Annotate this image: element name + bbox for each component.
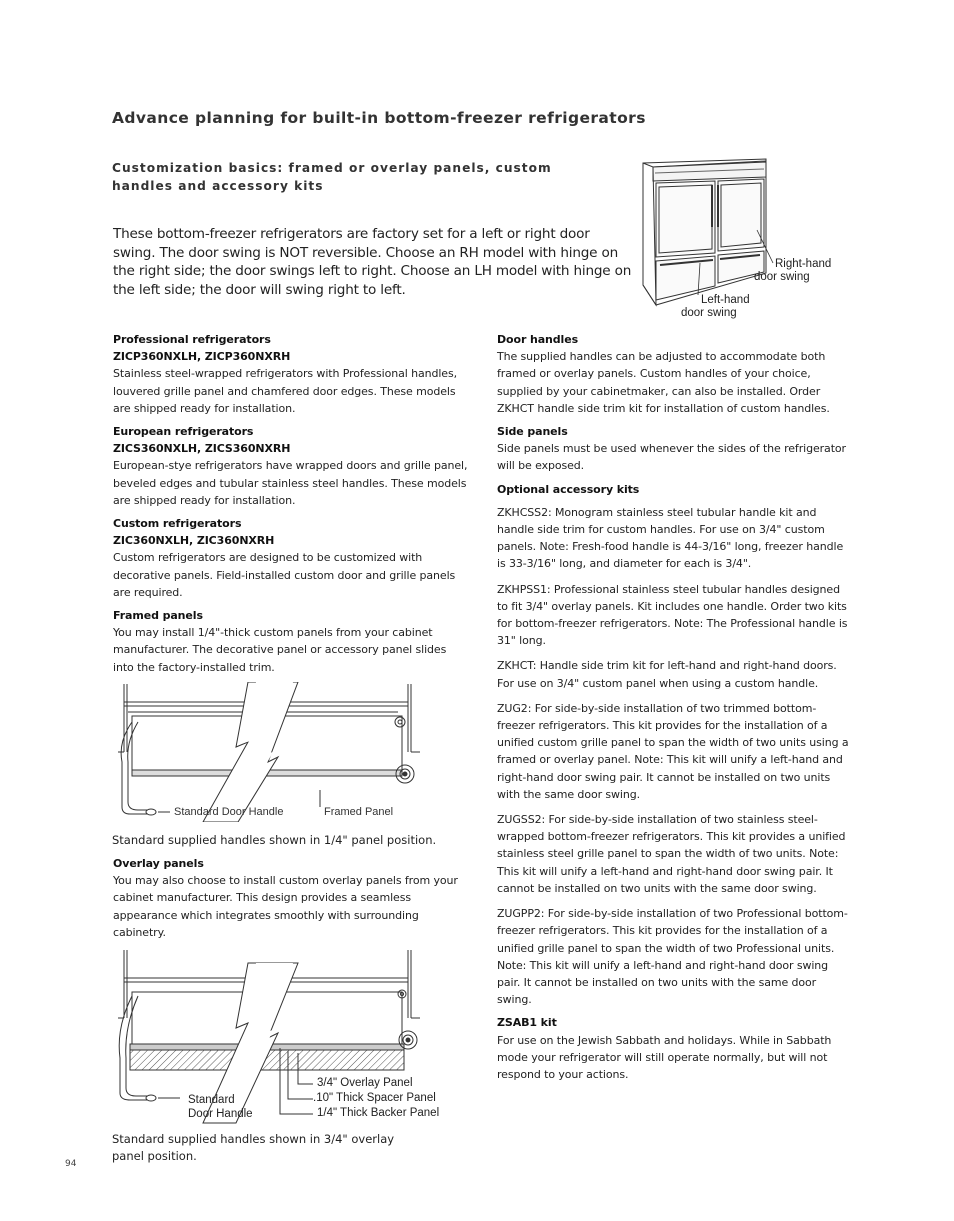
intro-paragraph: These bottom-freezer refrigerators are factory set for a left or right door swing. The door swing is NOT reversible. Choose an RH model with hinge on the right side; the door swings left to right. Choose an LH model with hinge on the left side; the door will swing right to left. [113,226,632,298]
side-panels-heading: Side panels [497,425,568,439]
zsab1-heading: ZSAB1 kit [497,1016,557,1030]
right-hand-swing-label: Right-hand [775,258,832,270]
left-hand-swing-label-2: door swing [681,307,737,319]
side-panels-body: Side panels must be used whenever the sides of the refrigerator will be exposed. [497,442,846,473]
overlay-caption [112,1131,394,1165]
custom-body: Custom refrigerators are designed to be customized with decorative panels. Field-installed custom door and grille panels are required. [113,551,456,599]
page-number: 94 [65,1159,77,1169]
kit-item: ZKHPSS1: Professional stainless steel tubular handles designed to fit 3/4" overlay panels. Kit includes one handle. Order two kits for bottom-freezer refrigerators. Note: The Professional handle is 31" long. [497,582,848,648]
kit-item: ZUGPP2: For side-by-side installation of two Professional bottom-freezer refrigerators. This kit provides for the installation of a unified grille panel to span the width of two Professional units. Note: This kit will unify a left-hand and right-hand door swing pair. It cannot be installed on two units with the same door swing. [497,907,848,1007]
overlay-handle-label-1: Standard [188,1094,235,1106]
door-handles-body: The supplied handles can be adjusted to accommodate both framed or overlay panels. Custom handles of your choice, supplied by your cabinetmaker, can also be installed. Order ZKHCT handle side trim kit for installation of custom handles. [497,350,830,415]
european-heading: European refrigerators [113,425,254,439]
kit-item: ZKHCT: Handle side trim kit for left-hand and right-hand doors. For use on 3/4" custom panel when using a custom handle. [497,659,837,690]
overlay-caption-1: Standard supplied handles shown in 3/4" overlay [112,1132,395,1146]
custom-models: ZIC360NXLH, ZIC360NXRH [113,534,275,548]
overlay-caption-2: panel position. [112,1149,197,1164]
framed-panel-diagram [108,682,438,822]
door-handles-heading: Door handles [497,333,579,346]
backer-panel-label: 1/4" Thick Backer Panel [317,1107,440,1119]
overlay-section [113,855,468,941]
kit-item: ZKHCSS2: Monogram stainless steel tubular handle kit and handle side trim for custom handles. For use on 3/4" custom panels. Note: Fresh-food handle is 44-3/16" long, freezer handle is 33-3/16" long, and diameter for each is 3/4". [497,505,844,571]
overlay-handle-label [188,1093,253,1121]
left-hand-swing-label: Left-hand [701,294,750,306]
overlay-handle-label-2: Door Handle [188,1108,253,1120]
professional-body: Stainless steel-wrapped refrigerators with Professional handles, louvered grille panel and chamfered door edges. These models are shipped ready for installation. [113,367,457,415]
framed-handle-label: Standard Door Handle [174,806,284,818]
framed-heading: Framed panels [113,609,203,623]
framed-panel-label: Framed Panel [324,806,394,818]
overlay-body: You may also choose to install custom overlay panels from your cabinet manufacturer. This design provides a seamless appearance which integrates smoothly with surrounding cabinetry. [113,874,458,939]
spacer-panel-label: .10" Thick Spacer Panel [313,1092,436,1104]
left-column [113,331,468,676]
professional-heading: Professional refrigerators [113,333,271,346]
right-column [497,331,852,1083]
framed-body: You may install 1/4"-thick custom panels from your cabinet manufacturer. The decorative panel or accessory panel slides into the factory-installed trim. [113,626,447,674]
overlay-panel-label: 3/4" Overlay Panel [317,1077,413,1089]
european-models: ZICS360NXLH, ZICS360NXRH [113,442,291,456]
optional-kits-heading: Optional accessory kits [497,482,640,496]
section-subtitle: Customization basics: framed or overlay panels, custom handles and accessory kits [112,161,552,193]
zsab1-body: For use on the Jewish Sabbath and holidays. While in Sabbath mode your refrigerator will still operate normally, but will not respond to your actions. [497,1033,832,1081]
european-body: European-stye refrigerators have wrapped doors and grille panel, beveled edges and tubular stainless steel handles. These models are shipped ready for installation. [113,459,468,507]
custom-heading: Custom refrigerators [113,517,242,531]
professional-models: ZICP360NXLH, ZICP360NXRH [113,350,291,364]
kit-item: ZUGSS2: For side-by-side installation of two stainless steel-wrapped bottom-freezer refrigerators. This kit provides a unified stainless steel grille panel to span the width of two units. Note: This kit will unify a left-hand and right-hand door swing pair. It cannot be installed on two units with the same door swing. [497,813,846,895]
framed-caption: Standard supplied handles shown in 1/4" panel position. [112,833,437,847]
right-hand-swing-label-2: door swing [754,271,810,283]
kit-item: ZUG2: For side-by-side installation of two trimmed bottom-freezer refrigerators. This kit provides for the installation of a unified custom grille panel to span the width of two units using a framed or overlay panel. Note: This kit will unify a left-hand and right-hand door swing pair. It cannot be installed on two units with the same door swing. [497,701,849,801]
overlay-heading: Overlay panels [113,857,204,870]
page-title: Advance planning for built-in bottom-freezer refrigerators [112,109,646,127]
